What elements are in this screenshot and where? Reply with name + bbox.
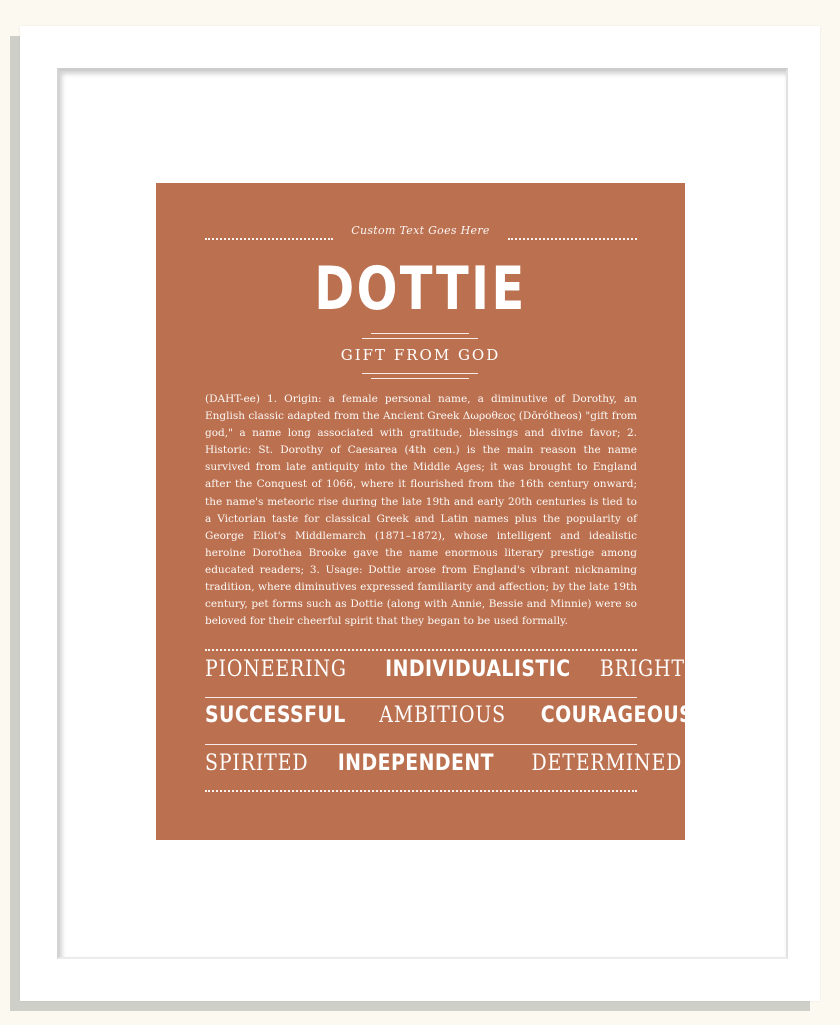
trait-row-3	[205, 751, 683, 776]
trait-word: AMBITIOUS	[378, 703, 506, 728]
row-divider-1	[205, 697, 637, 698]
trait-word: SPIRITED	[205, 751, 309, 776]
trait-row-2	[205, 703, 694, 728]
trait-word: PIONEERING	[205, 657, 347, 682]
trait-word: INDIVIDUALISTIC	[385, 657, 571, 682]
rule-under-name-2	[362, 338, 478, 339]
trait-word: BRIGHT	[599, 657, 685, 682]
trait-word: INDEPENDENT	[337, 751, 495, 776]
trait-word: COURAGEOUS	[540, 703, 694, 728]
dotted-divider-right	[508, 238, 637, 240]
trait-word: DETERMINED	[531, 751, 683, 776]
dotted-divider-left	[205, 238, 333, 240]
dotted-divider-bottom	[205, 790, 637, 792]
name-title: DOTTIE	[314, 254, 527, 324]
custom-text: Custom Text Goes Here	[351, 224, 490, 237]
rule-under-meaning-1	[362, 373, 478, 374]
rule-under-meaning-2	[371, 378, 469, 379]
trait-word: SUCCESSFUL	[205, 703, 346, 728]
dotted-divider-top-words	[205, 649, 637, 651]
name-meaning: GIFT FROM GOD	[340, 346, 501, 364]
name-print	[156, 183, 694, 840]
rule-under-name-1	[371, 333, 469, 334]
row-divider-2	[205, 744, 637, 745]
trait-row-1	[205, 657, 685, 682]
name-definition: (DAHT-ee) 1. Origin: a female personal name, a diminutive of Dorothy, an English classic adapted from the Ancient Greek Δωροθεος (Dōrótheos) "gift from god," a name long associated with gratitude, blessings and divine favor; 2. Historic: St. Dorothy of Caesarea (4th cen.) is the main reason the name survived from late antiquity into the Middle Ages; it was brought to England after the Conquest of 1066, where it flourished from the 16th century onward; the name's meteoric rise during the late 19th and early 20th centuries is tied to a Victorian taste for classical Greek and Latin names plus the popularity of George Eliot's Middlemarch (1871–1872), whose intelligent and idealistic heroine Dorothea Brooke gave the name enormous literary prestige among educated readers; 3. Usage: Dottie arose from England's vibrant nicknaming tradition, where diminutives expressed familiarity and affection; by the late 19th century, pet forms such as Dottie (along with Annie, Bessie and Minnie) were so beloved for their cheerful spirit that they began to be used formally.	[205, 393, 637, 628]
